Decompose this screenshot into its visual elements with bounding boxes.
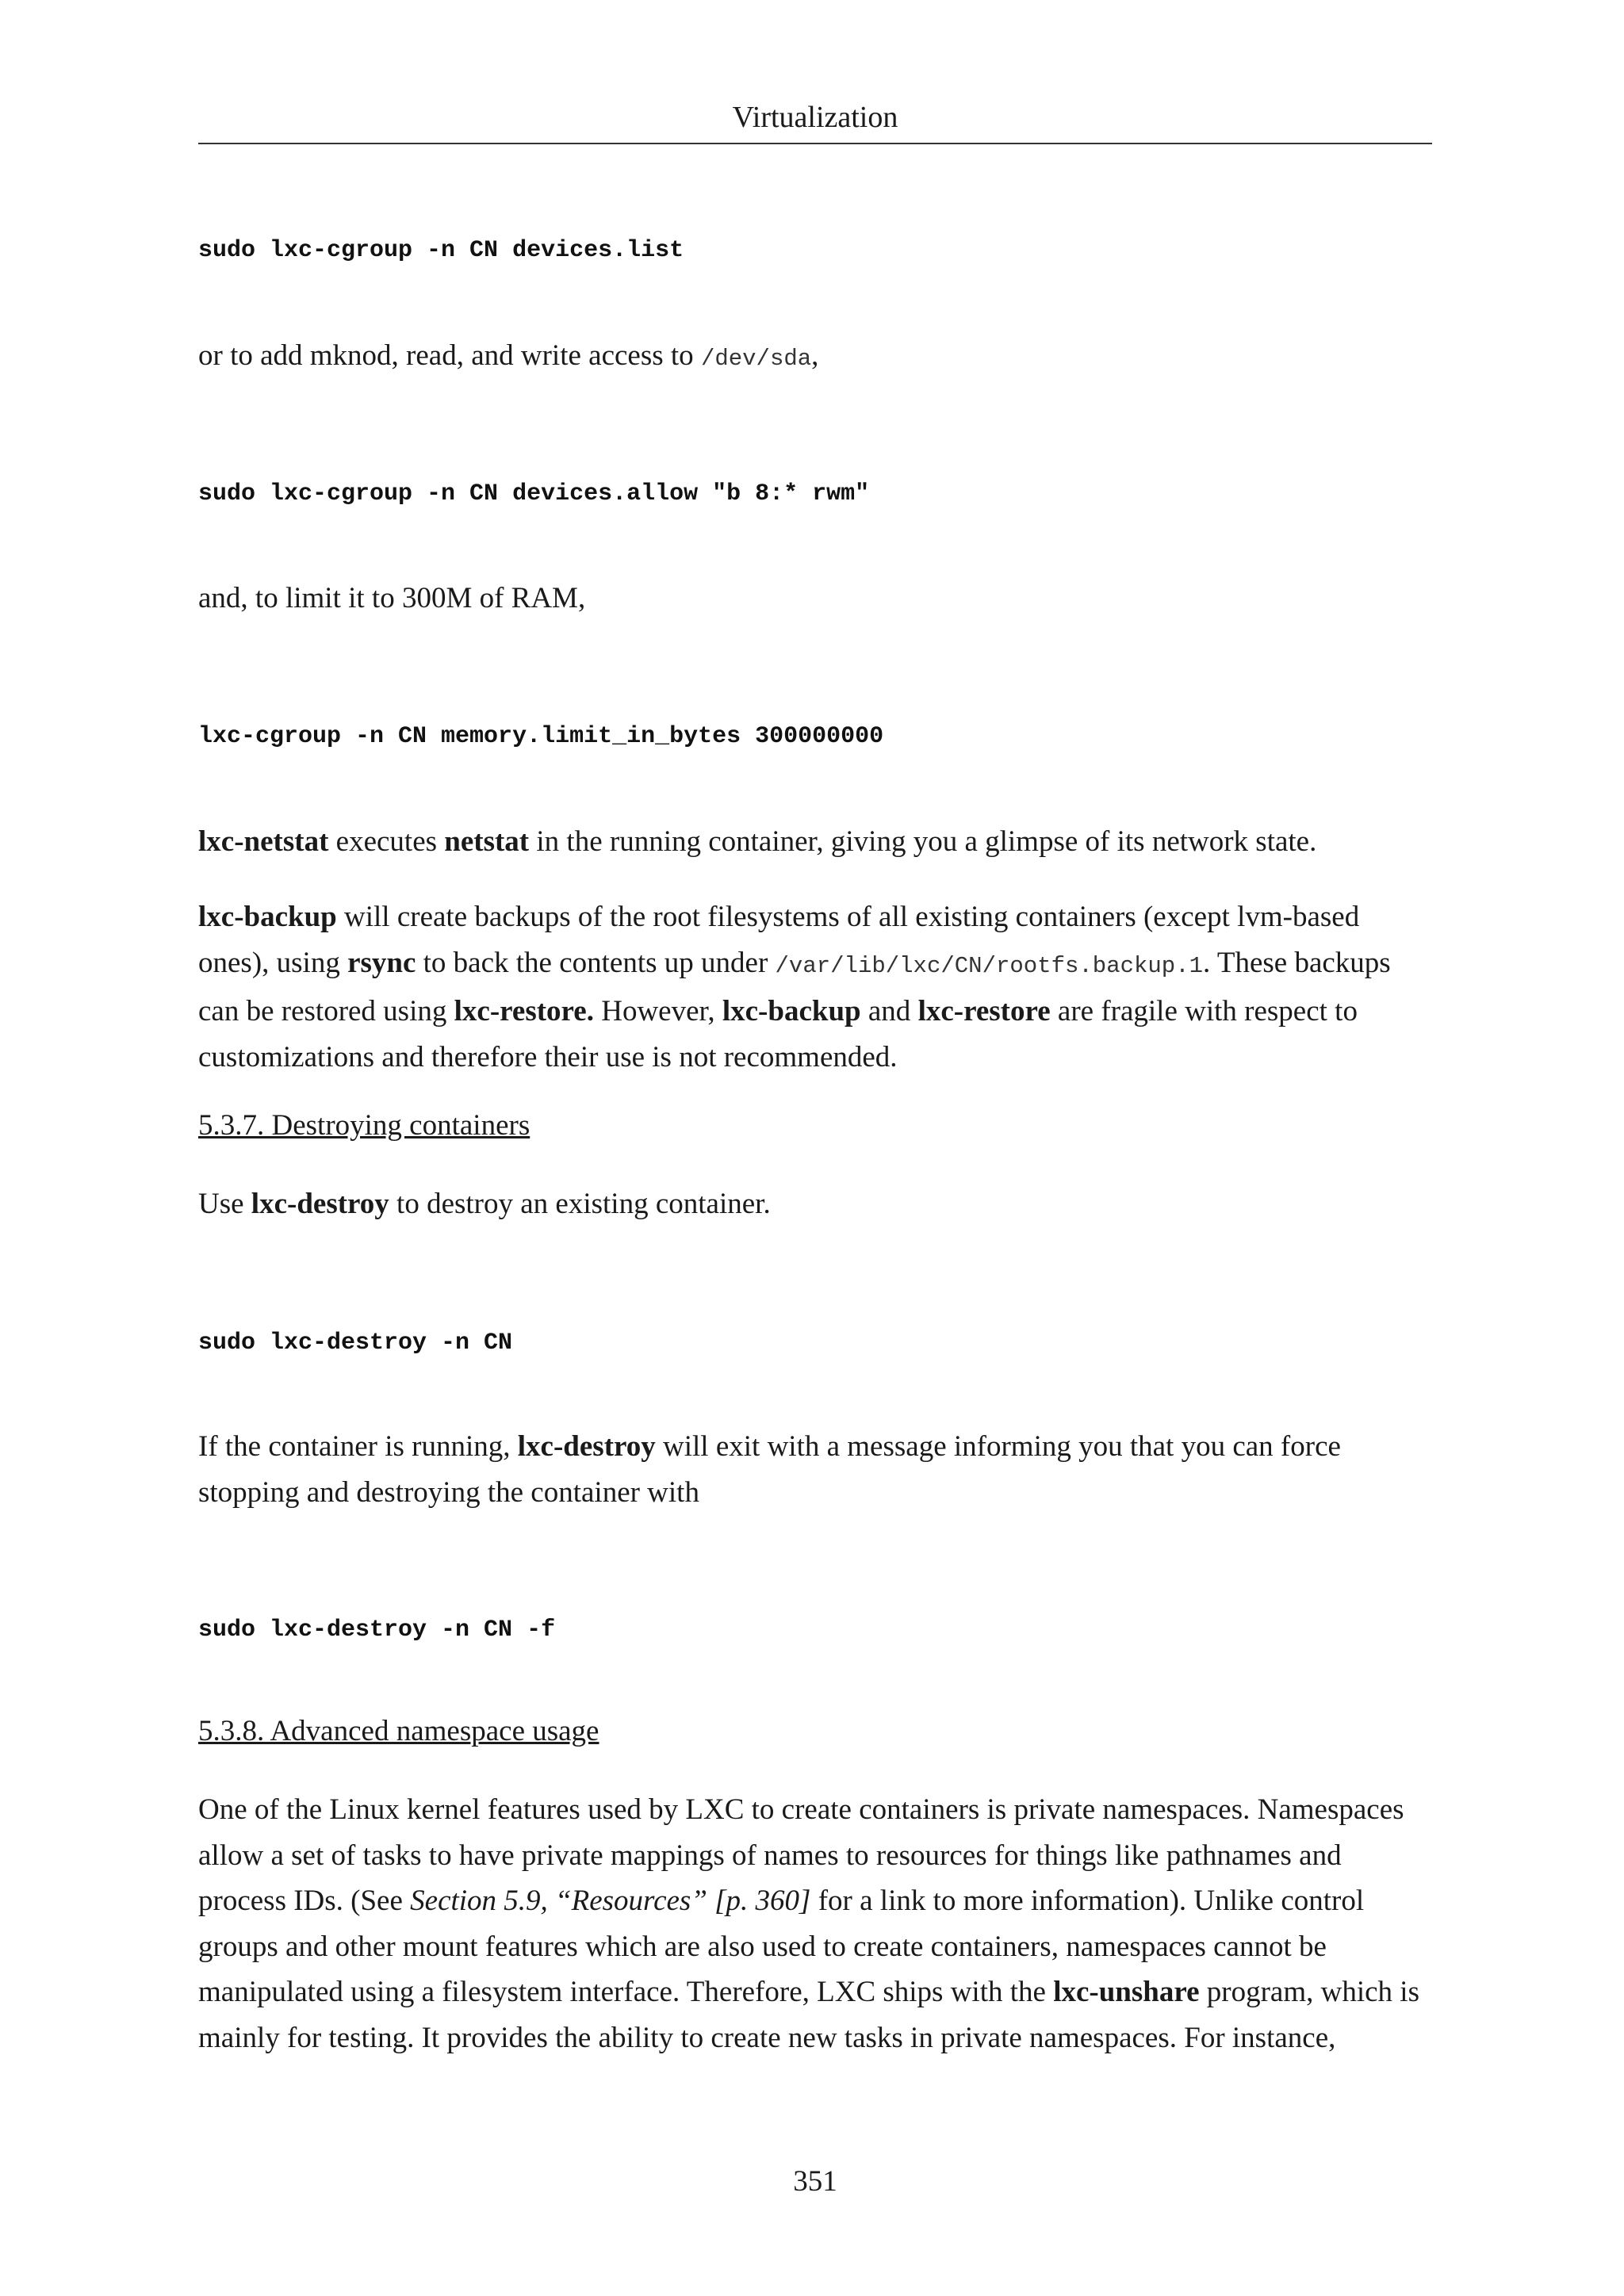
paragraph-destroy: Use lxc-destroy to destroy an existing container.: [198, 1188, 771, 1220]
paragraph-ram-limit: and, to limit it to 300M of RAM,: [198, 582, 586, 614]
command-lxc-backup-2: lxc-backup: [722, 995, 861, 1027]
code-destroy: sudo lxc-destroy -n CN: [198, 1330, 513, 1357]
command-lxc-destroy-2: lxc-destroy: [517, 1430, 656, 1463]
code-destroy-force: sudo lxc-destroy -n CN -f: [198, 1617, 556, 1644]
paragraph-namespace: One of the Linux kernel features used by LXC to create containers is private namespaces. Namespaces allow a set of tasks to have private mappings of names to resources for things like pathnames and process IDs. (See Section 5.9, “Resources” [p. 360] for a link to more information). Unlike control groups and other mount features which are also used to create containers, namespaces cannot be manipulated using a filesystem interface. Therefore, LXC ships with the lxc-unshare program, which is mainly for testing. It provides the ability to create new tasks in private namespaces. For instance,: [198, 1793, 1419, 2054]
section-heading-namespace: 5.3.8. Advanced namespace usage: [198, 1715, 599, 1747]
command-netstat: netstat: [444, 825, 530, 858]
command-lxc-restore-2: lxc-restore: [917, 995, 1051, 1027]
paragraph-backup: lxc-backup will create backups of the root filesystems of all existing containers (except lvm-based ones), using rsync to back the contents up under /var/lib/lxc/CN/rootfs.backup.1. These backups can be restored using lxc-restore. However, lxc-backup and lxc-restore are fragile with respect to customizations and therefore their use is not recommended.: [198, 901, 1391, 1073]
cross-reference-resources: Section 5.9, “Resources” [p. 360]: [410, 1885, 811, 1917]
path-rootfs-backup: /var/lib/lxc/CN/rootfs.backup.1: [775, 952, 1204, 979]
paragraph-running: If the container is running, lxc-destroy will exit with a message informing you that you can force stopping and destroying the container with: [198, 1430, 1341, 1509]
paragraph-netstat: lxc-netstat executes netstat in the running container, giving you a glimpse of its network state.: [198, 825, 1317, 858]
path-dev-sda: /dev/sda: [700, 346, 812, 372]
command-lxc-destroy: lxc-destroy: [251, 1188, 389, 1220]
running-header: Virtualization: [732, 101, 898, 134]
paragraph-dev-sda: or to add mknod, read, and write access to /dev/sda,: [198, 339, 819, 372]
code-devices-list: sudo lxc-cgroup -n CN devices.list: [198, 237, 684, 264]
header-rule: [198, 143, 1432, 144]
code-devices-allow: sudo lxc-cgroup -n CN devices.allow "b 8:* rwm": [198, 480, 870, 507]
section-heading-destroying: 5.3.7. Destroying containers: [198, 1109, 530, 1142]
code-memory-limit: lxc-cgroup -n CN memory.limit_in_bytes 300000000: [198, 723, 884, 750]
command-lxc-netstat: lxc-netstat: [198, 825, 329, 858]
command-lxc-unshare: lxc-unshare: [1053, 1976, 1200, 2008]
command-rsync: rsync: [347, 946, 416, 979]
command-lxc-restore: lxc-restore.: [454, 995, 594, 1027]
command-lxc-backup: lxc-backup: [198, 901, 337, 933]
page-number: 351: [793, 2165, 837, 2198]
